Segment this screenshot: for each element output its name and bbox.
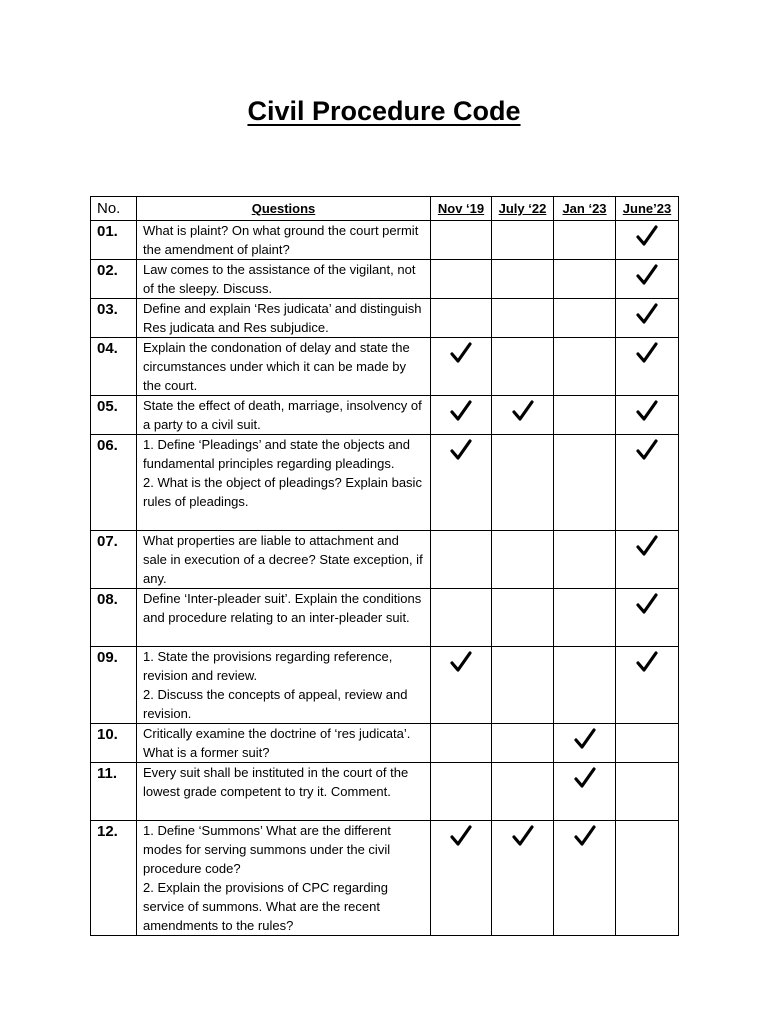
session-cell bbox=[616, 299, 679, 338]
question-number: 03. bbox=[91, 299, 137, 338]
checkmark-icon bbox=[635, 341, 659, 365]
question-text bbox=[137, 299, 431, 338]
checkmark-icon bbox=[449, 341, 473, 365]
question-number: 02. bbox=[91, 260, 137, 299]
header-session: Nov ‘19 bbox=[431, 197, 492, 221]
session-cell bbox=[554, 299, 616, 338]
session-cell bbox=[616, 221, 679, 260]
checkmark-icon bbox=[449, 399, 473, 423]
checkmark-icon bbox=[573, 824, 597, 848]
checkmark-icon bbox=[573, 727, 597, 751]
checkmark-icon bbox=[449, 650, 473, 674]
session-cell bbox=[554, 821, 616, 936]
session-cell bbox=[492, 724, 554, 763]
table-row bbox=[91, 763, 679, 821]
question-text bbox=[137, 221, 431, 260]
question-number: 10. bbox=[91, 724, 137, 763]
session-cell bbox=[616, 338, 679, 396]
question-line: 2. Discuss the concepts of appeal, review and revision. bbox=[143, 687, 408, 721]
session-cell bbox=[554, 260, 616, 299]
session-cell bbox=[492, 221, 554, 260]
question-number: 01. bbox=[91, 221, 137, 260]
session-cell bbox=[492, 396, 554, 435]
table-row bbox=[91, 221, 679, 260]
table-row bbox=[91, 338, 679, 396]
session-cell bbox=[431, 396, 492, 435]
session-cell bbox=[492, 435, 554, 531]
table-row bbox=[91, 647, 679, 724]
checkmark-icon bbox=[573, 766, 597, 790]
question-number: 12. bbox=[91, 821, 137, 936]
session-cell bbox=[431, 647, 492, 724]
question-line: Law comes to the assistance of the vigilant, not of the sleepy. Discuss. bbox=[143, 262, 416, 296]
table-row bbox=[91, 435, 679, 531]
question-number: 08. bbox=[91, 589, 137, 647]
page-title: Civil Procedure Code bbox=[247, 96, 521, 126]
question-text bbox=[137, 338, 431, 396]
session-cell bbox=[554, 338, 616, 396]
header-session: Jan ‘23 bbox=[554, 197, 616, 221]
session-cell bbox=[554, 435, 616, 531]
session-cell bbox=[492, 531, 554, 589]
checkmark-icon bbox=[511, 824, 535, 848]
session-cell bbox=[492, 763, 554, 821]
session-cell bbox=[616, 647, 679, 724]
question-number: 11. bbox=[91, 763, 137, 821]
question-text bbox=[137, 260, 431, 299]
checkmark-icon bbox=[449, 438, 473, 462]
checkmark-icon bbox=[635, 263, 659, 287]
session-cell bbox=[554, 531, 616, 589]
question-line: Define ‘Inter-pleader suit’. Explain the conditions and procedure relating to an inter-pleader suit. bbox=[143, 591, 422, 625]
session-cell bbox=[431, 589, 492, 647]
question-table bbox=[90, 196, 679, 936]
question-number: 07. bbox=[91, 531, 137, 589]
table-row bbox=[91, 396, 679, 435]
question-text bbox=[137, 763, 431, 821]
session-cell bbox=[492, 589, 554, 647]
checkmark-icon bbox=[635, 224, 659, 248]
session-cell bbox=[492, 299, 554, 338]
question-text bbox=[137, 531, 431, 589]
session-cell bbox=[616, 435, 679, 531]
question-line: What is plaint? On what ground the court permit the amendment of plaint? bbox=[143, 223, 419, 257]
question-text bbox=[137, 821, 431, 936]
table-row bbox=[91, 299, 679, 338]
question-number: 06. bbox=[91, 435, 137, 531]
question-number: 05. bbox=[91, 396, 137, 435]
question-text bbox=[137, 435, 431, 531]
header-questions: Questions bbox=[137, 197, 431, 221]
header-session: June’23 bbox=[616, 197, 679, 221]
question-text bbox=[137, 724, 431, 763]
header-no: No. bbox=[91, 197, 137, 221]
session-cell bbox=[431, 435, 492, 531]
question-line: 2. What is the object of pleadings? Explain basic rules of pleadings. bbox=[143, 475, 422, 509]
session-cell bbox=[616, 589, 679, 647]
question-number: 04. bbox=[91, 338, 137, 396]
session-cell bbox=[492, 647, 554, 724]
session-cell bbox=[616, 260, 679, 299]
header-row bbox=[91, 197, 679, 221]
question-line: 2. Explain the provisions of CPC regarding service of summons. What are the recent amendments to the rules? bbox=[143, 880, 388, 933]
checkmark-icon bbox=[635, 592, 659, 616]
session-cell bbox=[554, 724, 616, 763]
session-cell bbox=[554, 221, 616, 260]
question-text bbox=[137, 589, 431, 647]
session-cell bbox=[554, 763, 616, 821]
session-cell bbox=[554, 647, 616, 724]
checkmark-icon bbox=[635, 399, 659, 423]
session-cell bbox=[431, 763, 492, 821]
checkmark-icon bbox=[635, 650, 659, 674]
session-cell bbox=[554, 396, 616, 435]
session-cell bbox=[431, 299, 492, 338]
question-text bbox=[137, 396, 431, 435]
checkmark-icon bbox=[511, 399, 535, 423]
header-session: July ‘22 bbox=[492, 197, 554, 221]
checkmark-icon bbox=[635, 302, 659, 326]
question-line: Every suit shall be instituted in the court of the lowest grade competent to try it. Comment. bbox=[143, 765, 409, 799]
session-cell bbox=[616, 763, 679, 821]
question-line: 1. Define ‘Summons’ What are the different modes for serving summons under the civil procedure code? bbox=[143, 823, 391, 876]
checkmark-icon bbox=[635, 534, 659, 558]
session-cell bbox=[616, 396, 679, 435]
table-body bbox=[91, 221, 679, 936]
session-cell bbox=[431, 821, 492, 936]
question-line: 1. Define ‘Pleadings’ and state the objects and fundamental principles regarding pleadings. bbox=[143, 437, 410, 471]
table-row bbox=[91, 531, 679, 589]
checkmark-icon bbox=[635, 438, 659, 462]
session-cell bbox=[492, 821, 554, 936]
question-line: State the effect of death, marriage, insolvency of a party to a civil suit. bbox=[143, 398, 422, 432]
checkmark-icon bbox=[449, 824, 473, 848]
session-cell bbox=[431, 338, 492, 396]
question-line: Explain the condonation of delay and state the circumstances under which it can be made by the court. bbox=[143, 340, 410, 393]
session-cell bbox=[431, 260, 492, 299]
session-cell bbox=[616, 531, 679, 589]
session-cell bbox=[554, 589, 616, 647]
session-cell bbox=[616, 724, 679, 763]
session-cell bbox=[492, 260, 554, 299]
session-cell bbox=[616, 821, 679, 936]
question-line: Critically examine the doctrine of ‘res judicata’. What is a former suit? bbox=[143, 726, 411, 760]
table-row bbox=[91, 724, 679, 763]
table-row bbox=[91, 589, 679, 647]
session-cell bbox=[431, 531, 492, 589]
question-number: 09. bbox=[91, 647, 137, 724]
question-line: 1. State the provisions regarding reference, revision and review. bbox=[143, 649, 393, 683]
table-row bbox=[91, 821, 679, 936]
session-cell bbox=[431, 221, 492, 260]
question-line: Define and explain ‘Res judicata’ and distinguish Res judicata and Res subjudice. bbox=[143, 301, 422, 335]
question-line: What properties are liable to attachment and sale in execution of a decree? State exception, if any. bbox=[143, 533, 423, 586]
session-cell bbox=[492, 338, 554, 396]
session-cell bbox=[431, 724, 492, 763]
question-text bbox=[137, 647, 431, 724]
table-row bbox=[91, 260, 679, 299]
